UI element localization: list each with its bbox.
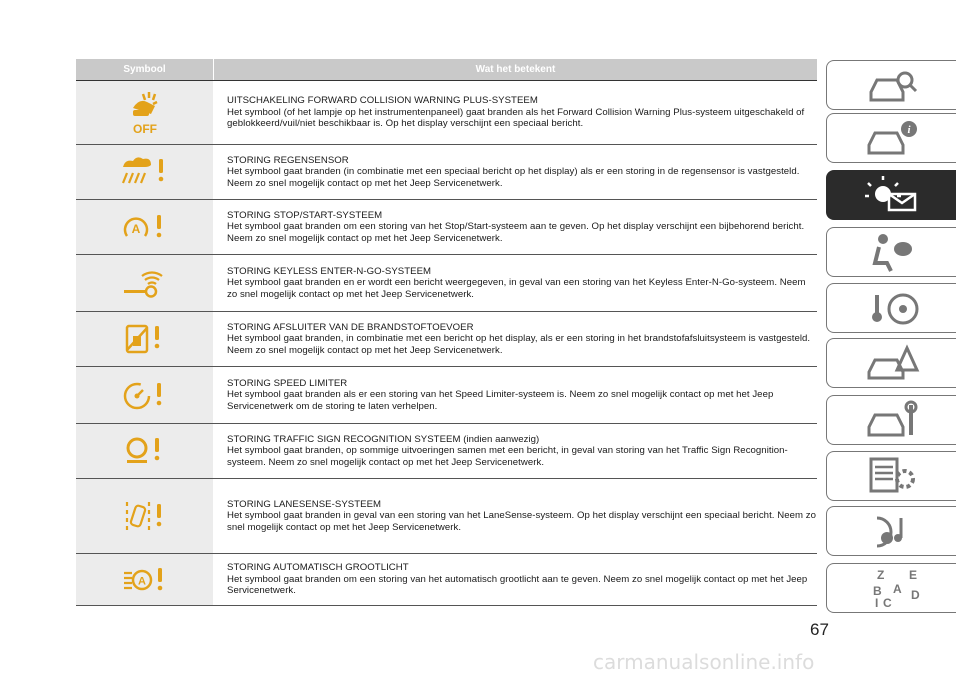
table-body (76, 80, 817, 606)
row-title: STORING TRAFFIC SIGN RECOGNITION SYSTEEM (indien aanwezig) (227, 433, 540, 445)
chapter-tab-multimedia[interactable] (826, 506, 956, 556)
row-title: STORING AFSLUITER VAN DE BRANDSTOFTOEVOER (227, 321, 474, 333)
symbol-cell (76, 200, 213, 254)
row-title: STORING SPEED LIMITER (227, 377, 348, 389)
row-title: STORING KEYLESS ENTER-N-GO-SYSTEEM (227, 265, 432, 277)
symbol-cell (76, 81, 213, 144)
table-row (76, 200, 817, 255)
row-body: Het symbool gaat branden om een storing van het Stop/Start-systeem aan te geven. Op het display verschijnt een bijbehorend bericht. Neem zo snel mogelijk contact op met het Jeep Servicenetwerk. (227, 221, 805, 244)
table-row (76, 554, 817, 606)
specifications-gear-icon (861, 453, 923, 499)
svg-text:A: A (131, 222, 140, 236)
symbol-cell (76, 255, 213, 311)
meaning-cell (213, 200, 817, 254)
symbol-cell (76, 479, 213, 553)
rain-sensor-fault-icon (119, 157, 171, 187)
table-row (76, 479, 817, 554)
row-title: STORING LANESENSE-SYSTEEM (227, 498, 382, 510)
svg-text:A: A (892, 582, 902, 596)
svg-text:B: B (872, 584, 882, 598)
row-body: Het symbool gaat branden en er wordt een bericht weergegeven, in geval van een storing van het Keyless Enter-N-Go-systeem. Neem zo snel mogelijk contact op met het Jeep Servicenetwerk. (227, 277, 806, 300)
svg-text:E: E (908, 568, 917, 582)
stop-start-fault-icon (119, 212, 171, 242)
symbol-cell (76, 145, 213, 199)
row-body: Het symbool gaat branden, in combinatie met een bericht op het display, als er een storing in het brandstofafsluitsysteem is vastgesteld. Neem zo snel mogelijk contact op met het Jeep Servicenetwerk. (227, 333, 811, 356)
chapter-tab-index-letters[interactable] (826, 563, 956, 613)
page-number: 67 (810, 620, 829, 639)
chapter-tab-airbag-seat[interactable] (826, 227, 956, 277)
symbol-cell (76, 312, 213, 366)
car-search-icon (861, 62, 923, 108)
table-row (76, 424, 817, 479)
svg-text:C: C (882, 596, 892, 610)
row-title: STORING STOP/START-SYSTEEM (227, 209, 383, 221)
chapter-tab-specifications-gear[interactable] (826, 451, 956, 501)
multimedia-icon (861, 508, 923, 554)
warning-light-message-icon (861, 172, 923, 218)
row-body: Het symbool gaat branden om een storing van het automatisch grootlicht aan te geven. Neem zo snel mogelijk contact op met het Jeep Servicenetwerk. (227, 573, 808, 597)
chapter-tab-key-steering-wheel[interactable] (826, 283, 956, 333)
header-meaning: Wat het betekent (213, 59, 817, 80)
meaning-cell (213, 255, 817, 311)
chapter-tab-car-search[interactable] (826, 60, 956, 110)
svg-text:Z: Z (876, 568, 884, 582)
traffic-sign-fault-icon (121, 434, 169, 468)
meaning-cell (213, 554, 817, 605)
row-body: Het symbool gaat branden als er een storing van het Speed Limiter-systeem is. Neem zo snel mogelijk contact op met het Jeep Servicenetwerk om de storing te laten verhelpen. (227, 389, 774, 412)
row-title: STORING REGENSENSOR (227, 154, 349, 166)
svg-text:I: I (874, 596, 878, 610)
symbol-cell (76, 554, 213, 605)
row-title: UITSCHAKELING FORWARD COLLISION WARNING PLUS-SYSTEEM (227, 95, 538, 107)
table-row (76, 81, 817, 145)
meaning-cell (213, 424, 817, 478)
watermark: carmanualsonline.info (593, 650, 815, 674)
lanesense-fault-icon (121, 498, 169, 534)
table-row (76, 312, 817, 367)
table-header (76, 59, 817, 80)
row-body: Het symbool (of het lampje op het instrumentenpaneel) gaat branden als het Forward Collision Warning Plus-systeem uitgeschakeld of geblokkeerd/vuil/niet beschikbaar is. Op het display verschijnt een speciaal bericht. (227, 106, 805, 130)
chapter-tab-car-info[interactable] (826, 113, 956, 163)
car-info-icon (861, 115, 923, 161)
symbol-cell (76, 367, 213, 423)
fuel-door-fault-icon (121, 322, 169, 356)
meaning-cell (213, 81, 817, 144)
table-row (76, 255, 817, 312)
index-letters-icon (861, 565, 923, 611)
header-symbol: Symbool (123, 64, 166, 75)
forward-collision-off-icon (125, 90, 165, 136)
row-title: STORING AUTOMATISCH GROOTLICHT (227, 562, 409, 574)
off-label: OFF (132, 121, 157, 136)
speed-limiter-fault-icon (119, 378, 171, 412)
chapter-tab-car-wrench[interactable] (826, 395, 956, 445)
chapter-tab-warning-light-message[interactable] (826, 170, 956, 220)
table-row (76, 367, 817, 424)
svg-text:A: A (137, 575, 146, 587)
svg-text:D: D (910, 588, 920, 602)
symbol-cell (76, 424, 213, 478)
meaning-cell (213, 479, 817, 553)
warning-lights-table (76, 59, 817, 606)
row-body: Het symbool gaat branden, op sommige uitvoeringen samen met een bericht, in geval van storing van het Traffic Sign Recognition-systeem. Neem zo snel mogelijk contact op met het Jeep Servicenetwerk. (227, 445, 788, 468)
meaning-cell (213, 312, 817, 366)
key-steering-wheel-icon (861, 285, 923, 331)
auto-high-beam-fault-icon (120, 565, 170, 595)
airbag-seat-icon (861, 229, 923, 275)
row-body: Het symbool gaat branden in geval van een storing van het LaneSense-systeem. Op het display verschijnt een speciaal bericht. Neem zo snel mogelijk contact op met het Jeep Servicenetwerk. (227, 510, 816, 533)
meaning-cell (213, 367, 817, 423)
table-row (76, 145, 817, 200)
car-wrench-icon (861, 397, 923, 443)
row-body: Het symbool gaat branden (in combinatie met een speciaal bericht op het display) als er een storing in de regensensor is vastgesteld. Neem zo snel mogelijk contact op met het Jeep Servicenetwerk. (227, 166, 800, 189)
svg-text:i: i (906, 124, 911, 136)
meaning-cell (213, 145, 817, 199)
chapter-tab-car-warning-triangle[interactable] (826, 338, 956, 388)
keyless-fault-icon (120, 266, 170, 300)
car-warning-triangle-icon (861, 340, 923, 386)
